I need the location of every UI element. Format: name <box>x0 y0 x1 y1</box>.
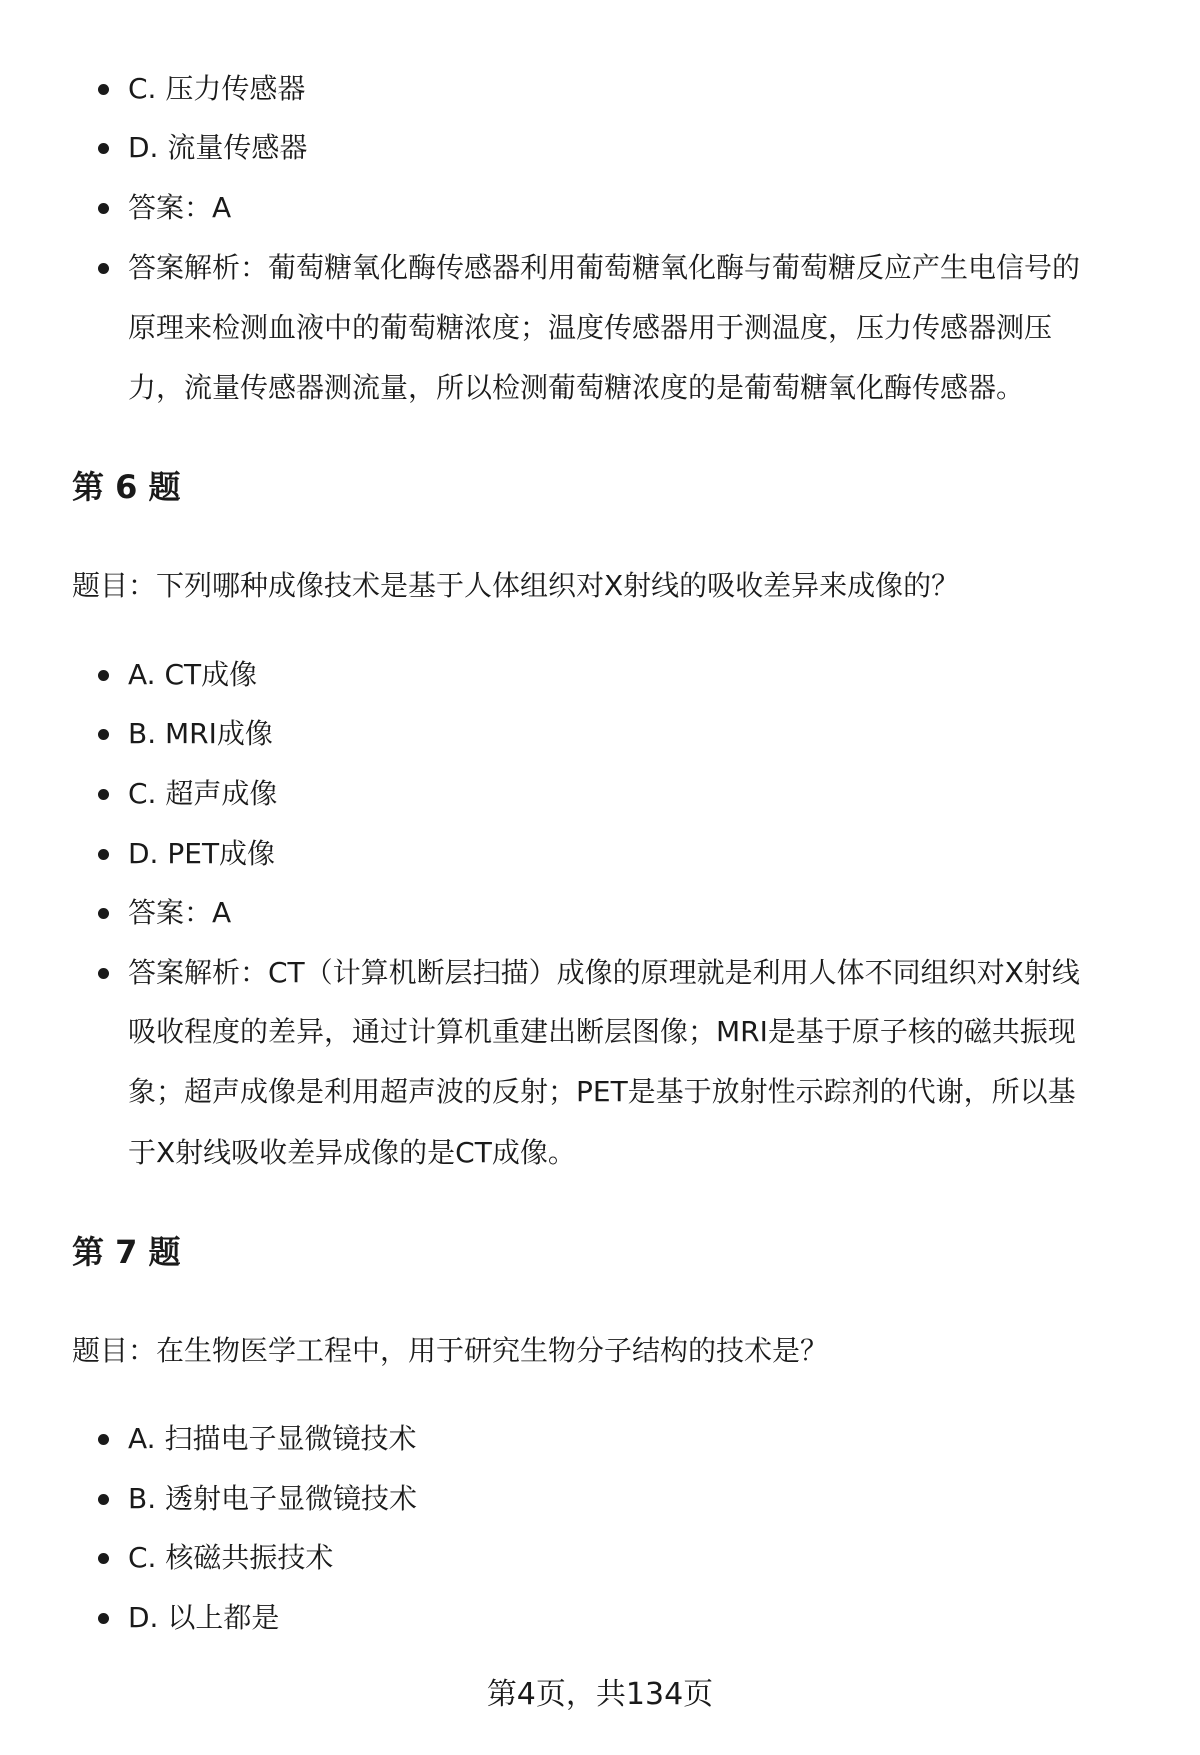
bullet <box>98 203 109 214</box>
explanation-line: 答案解析：葡萄糖氧化酶传感器利用葡萄糖氧化酶与葡萄糖反应产生电信号的 <box>128 251 1081 284</box>
option-b: B. MRI成像 <box>128 717 273 750</box>
explanation-line: 答案解析：CT（计算机断层扫描）成像的原理就是利用人体不同组织对X射线 <box>128 956 1080 989</box>
question-heading: 第 6 题 <box>72 468 181 506</box>
page-number: 第4页，共134页 <box>486 1677 714 1712</box>
bullet <box>98 908 109 919</box>
option-d: D. PET成像 <box>128 837 276 870</box>
explanation-line: 力，流量传感器测流量，所以检测葡萄糖浓度的是葡萄糖氧化酶传感器。 <box>128 371 1025 404</box>
question-heading: 第 7 题 <box>72 1233 181 1271</box>
bullet <box>98 1613 109 1624</box>
bullet <box>98 670 109 681</box>
answer: 答案：A <box>128 191 232 224</box>
bullet <box>98 143 109 154</box>
explanation-line: 吸收程度的差异，通过计算机重建出断层图像；MRI是基于原子核的磁共振现 <box>128 1015 1076 1048</box>
bullet <box>98 84 109 95</box>
option-c: C. 超声成像 <box>128 777 278 810</box>
question-text: 题目：下列哪种成像技术是基于人体组织对X射线的吸收差异来成像的？ <box>72 569 960 602</box>
bullet <box>98 789 109 800</box>
option-d: D. 流量传感器 <box>128 131 308 164</box>
option-a: A. CT成像 <box>128 658 258 691</box>
bullet <box>98 1553 109 1564</box>
bullet <box>98 729 109 740</box>
bullet <box>98 263 109 274</box>
bullet <box>98 968 109 979</box>
question-text: 题目：在生物医学工程中，用于研究生物分子结构的技术是？ <box>72 1334 829 1367</box>
option-d: D. 以上都是 <box>128 1601 280 1634</box>
bullet <box>98 1434 109 1445</box>
explanation-line: 于X射线吸收差异成像的是CT成像。 <box>128 1136 576 1169</box>
option-c: C. 核磁共振技术 <box>128 1541 334 1574</box>
explanation-line: 原理来检测血液中的葡萄糖浓度；温度传感器用于测温度，压力传感器测压 <box>128 311 1053 344</box>
explanation-line: 象；超声成像是利用超声波的反射；PET是基于放射性示踪剂的代谢，所以基 <box>128 1075 1076 1108</box>
answer: 答案：A <box>128 896 232 929</box>
bullet <box>98 1494 109 1505</box>
option-c: C. 压力传感器 <box>128 72 306 105</box>
option-b: B. 透射电子显微镜技术 <box>128 1482 418 1515</box>
bullet <box>98 849 109 860</box>
option-a: A. 扫描电子显微镜技术 <box>128 1422 417 1455</box>
